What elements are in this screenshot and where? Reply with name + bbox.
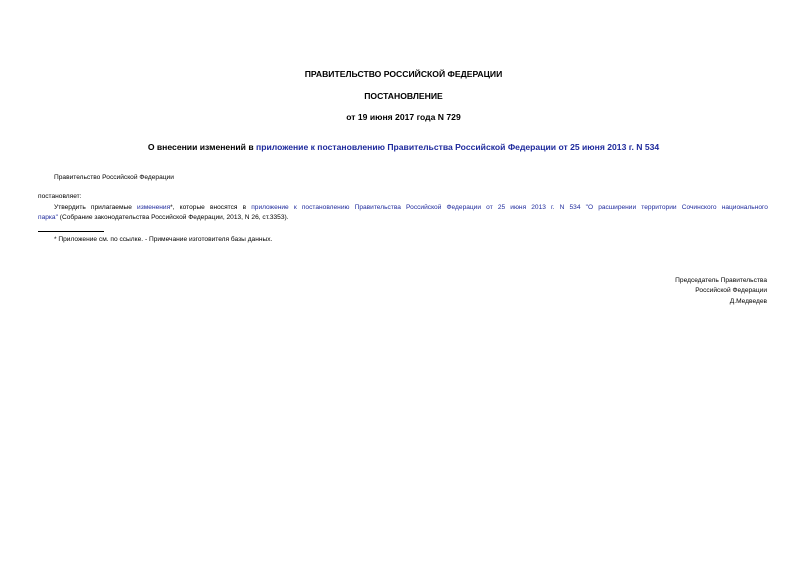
- appendix-link[interactable]: приложение к постановлению Правительства Российской Федерации от 25 июня 2013 г. N 534 "О расширении территории Сочинского национального: [251, 204, 768, 211]
- signature-name: Д.Медведев: [729, 297, 767, 305]
- signature-block: [675, 276, 767, 307]
- para-mid: *, которые вносятся в: [170, 204, 252, 211]
- subject-link[interactable]: приложение к постановлению Правительства Российской Федерации от 25 июня 2013 г. N 534: [256, 142, 660, 152]
- signature-org: Российской Федерации: [695, 287, 767, 295]
- appendix-link-continued[interactable]: парка": [38, 214, 58, 221]
- document-subject: [0, 142, 807, 153]
- footnote: * Приложение см. по ссылке. - Примечание изготовителя базы данных.: [54, 236, 273, 243]
- document-date-number: от 19 июня 2017 года N 729: [346, 112, 461, 122]
- footnote-divider: [38, 231, 104, 232]
- government-line: Правительство Российской Федерации: [54, 174, 174, 181]
- paragraph-line-2: [38, 213, 768, 223]
- para-start: Утвердить прилагаемые: [54, 204, 138, 211]
- issuing-authority: ПРАВИТЕЛЬСТВО РОССИЙСКОЙ ФЕДЕРАЦИИ: [304, 69, 503, 79]
- para-end: (Собрание законодательства Российской Федерации, 2013, N 26, ст.3353).: [57, 214, 289, 221]
- signature-title: Председатель Правительства: [675, 277, 767, 284]
- resolves-line: постановляет:: [38, 193, 82, 200]
- paragraph-line-1: [38, 203, 768, 213]
- changes-link[interactable]: изменения: [137, 204, 171, 211]
- subject-prefix: О внесении изменений в: [147, 142, 257, 152]
- main-paragraph: [38, 203, 768, 223]
- document-type: ПОСТАНОВЛЕНИЕ: [364, 91, 443, 101]
